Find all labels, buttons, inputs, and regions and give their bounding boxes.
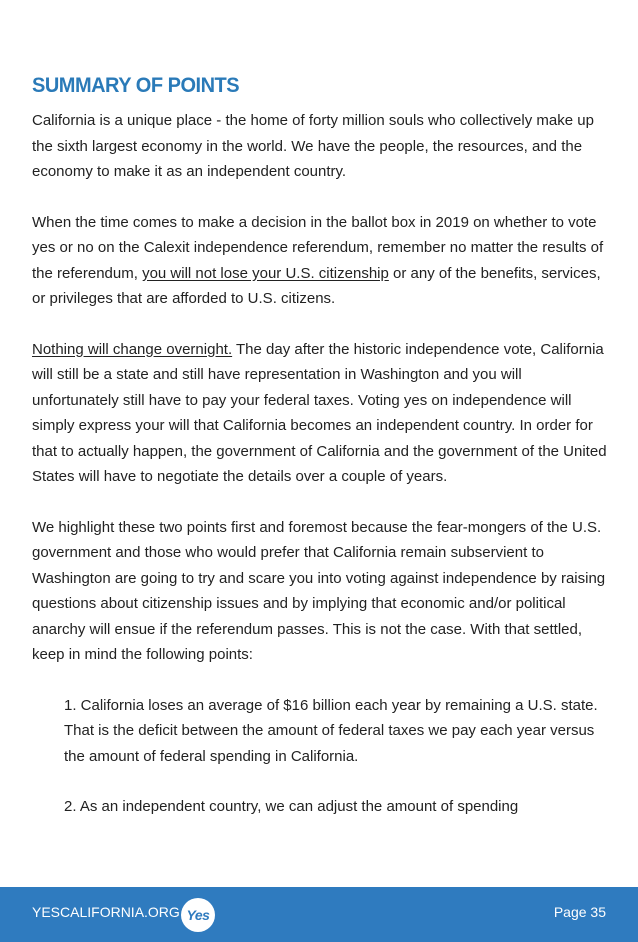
paragraph-text: or any of the benefits, services, or privileges that are afforded to U.S. citizens. xyxy=(32,264,601,307)
paragraph-fear-mongers: We highlight these two points first and foremost because the fear-mongers of the U.S. government and those who would prefer that California remain subservient to Washington are going to try and scare you into voting against independence by raising questions about citizenship issues and by implying that economic and/or political anarchy will ensue if the referendum passes. This is not the case. With that settled, keep in mind the following points: xyxy=(32,518,606,663)
section-heading: SUMMARY OF POINTS xyxy=(32,74,240,98)
paragraph-citizenship xyxy=(32,210,608,312)
paragraph-text: The day after the historic independence vote, California will still be a state and still have representation in Washington and you will unfortunately still have to pay your federal taxes. Voting yes on independence will simply express your will that California becomes an independent country. In order for that to actually happen, the government of California and the government of the United States will have to negotiate the details over a couple of years. xyxy=(32,340,607,485)
list-item: 2. As an independent country, we can adjust the amount of spending xyxy=(64,798,519,815)
overnight-underline: Nothing will change overnight. xyxy=(32,340,233,358)
footer-url[interactable]: YESCALIFORNIA.ORG xyxy=(32,904,180,920)
page-number: Page 35 xyxy=(553,904,606,920)
yes-logo-icon xyxy=(181,898,215,932)
list-item: 1. California loses an average of $16 billion each year by remaining a U.S. state. That is the deficit between the amount of federal taxes we pay each year versus the amount of federal spending in California. xyxy=(64,696,598,765)
logo-text: Yes xyxy=(186,907,210,923)
paragraph-text: When the time comes to make a decision in the ballot box in 2019 on whether to vote yes or no on the Calexit independence referendum, remember no matter the results of the referendum, xyxy=(32,213,604,282)
page-content xyxy=(32,70,608,845)
citizenship-underline: you will not lose your U.S. citizenship xyxy=(142,264,389,282)
paragraph-overnight xyxy=(32,337,608,490)
page-footer xyxy=(0,887,638,942)
paragraph-intro: California is a unique place - the home of forty million souls who collectively make up the sixth largest economy in the world. We have the people, the resources, and the economy to make it as an independent country. xyxy=(32,112,594,180)
